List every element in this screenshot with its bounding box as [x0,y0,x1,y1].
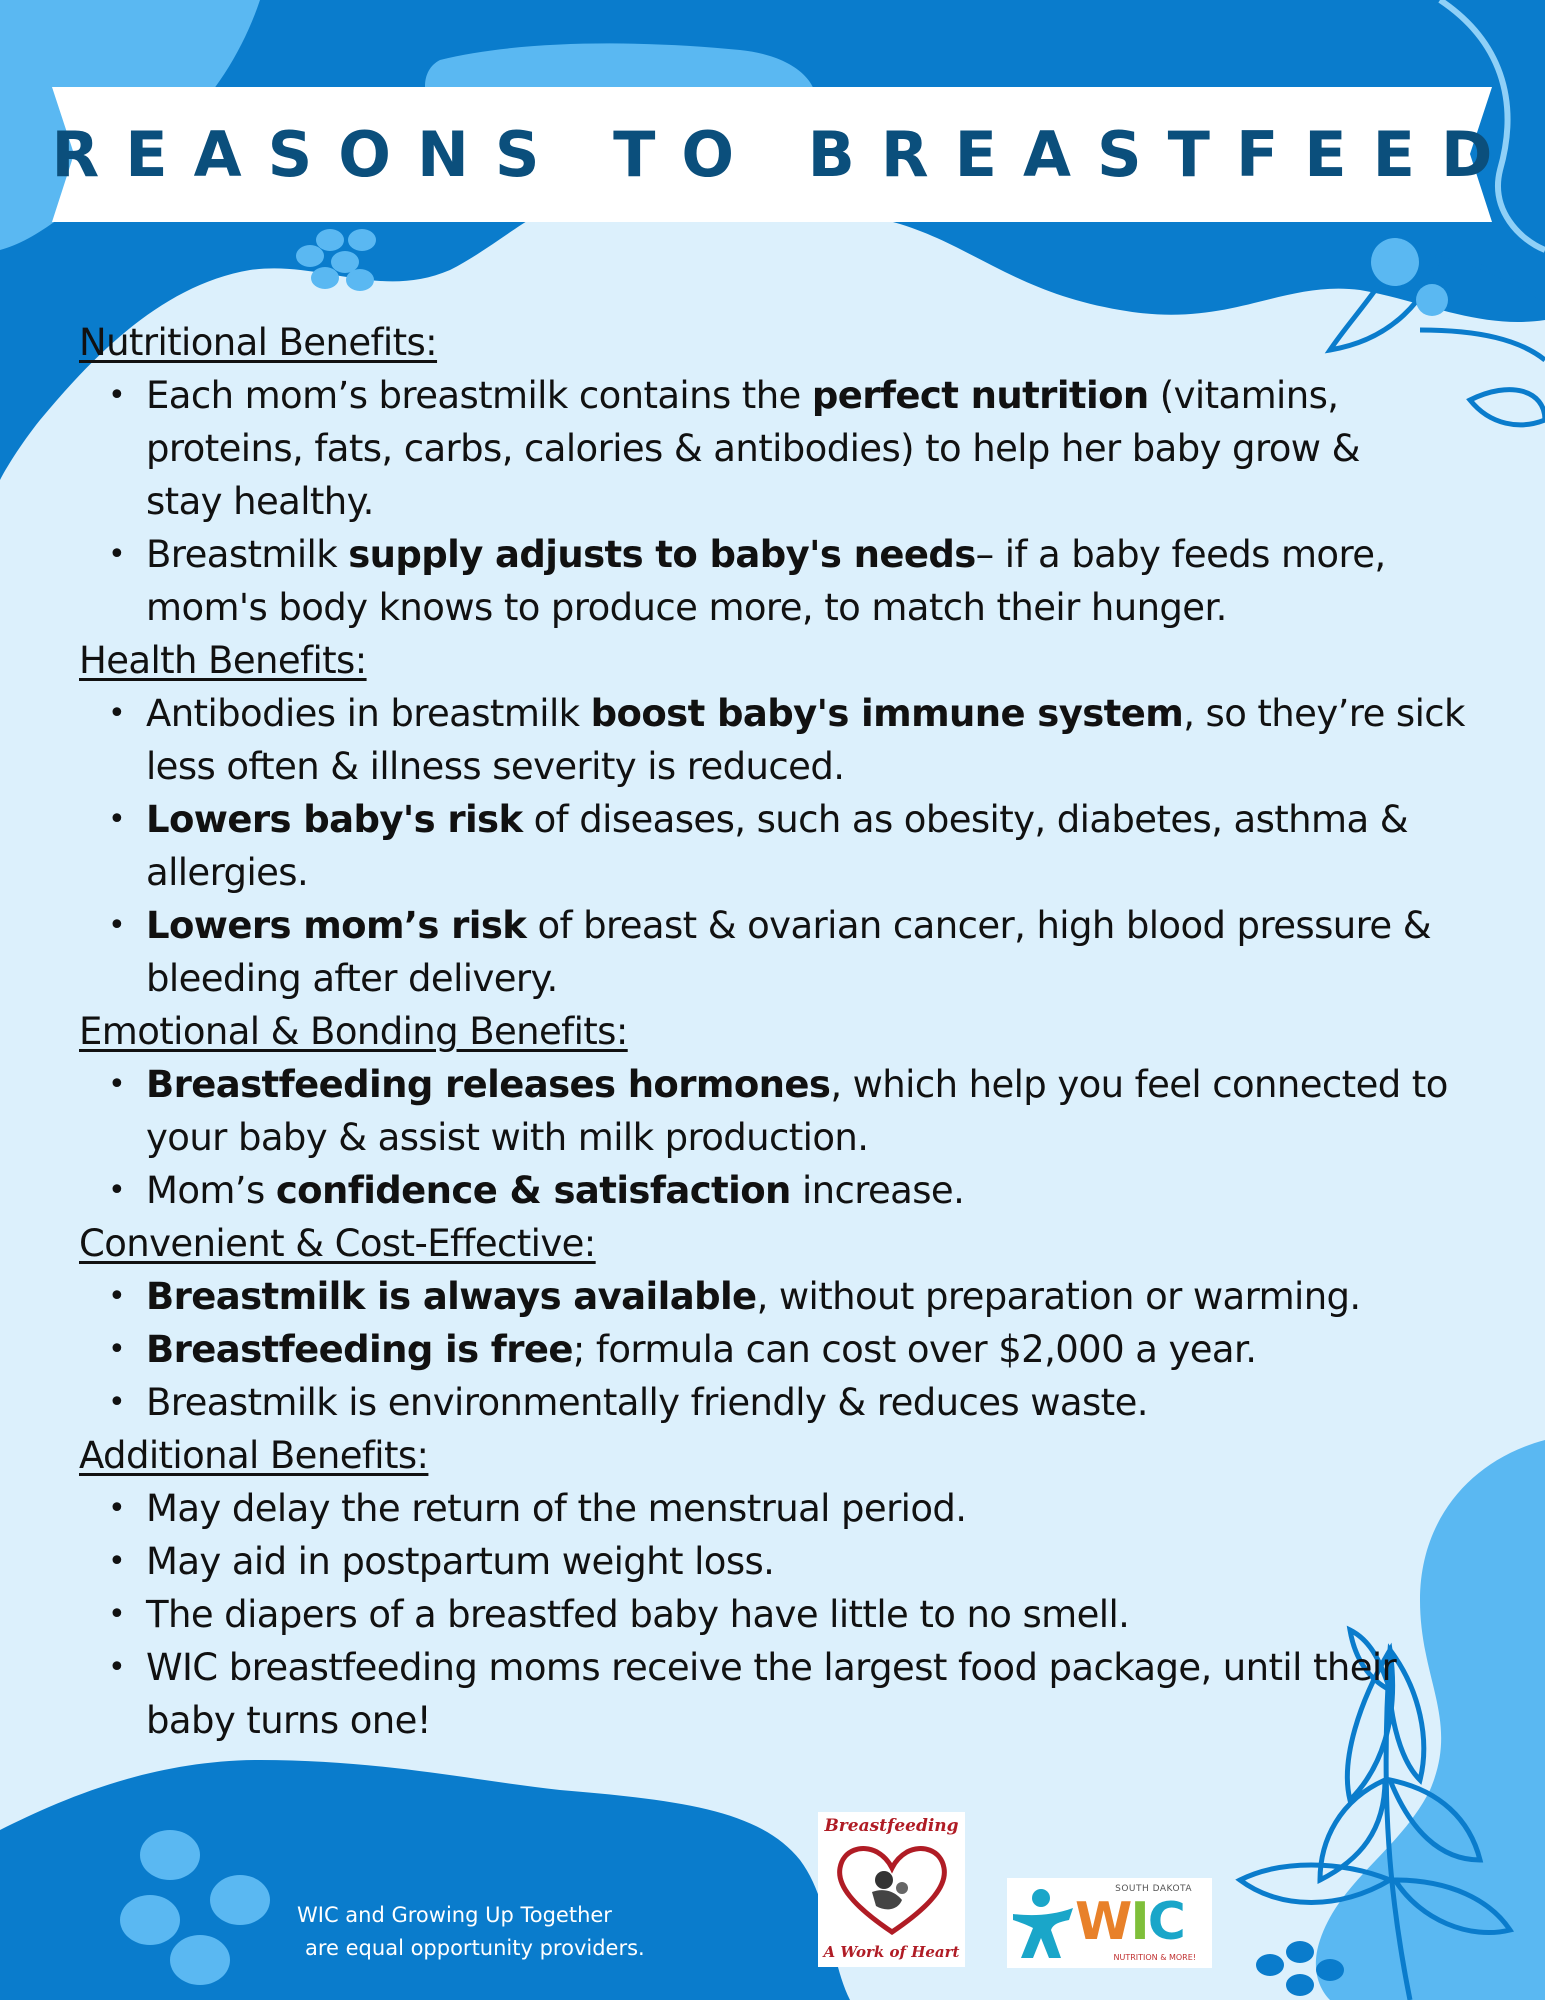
body-text: The diapers of a breastfed baby have little to no smell. [146,1593,1130,1636]
bullet-icon: • [108,1385,126,1420]
list-item-line [146,793,1479,846]
list-item-line [146,422,1479,475]
wic-logo [1007,1878,1212,1968]
body-text: Mom’s [146,1169,276,1212]
bullet-icon: • [108,1173,126,1208]
body-text: stay healthy. [146,480,374,523]
body-text: , which help you feel connected to [830,1063,1448,1106]
list-item [108,1641,1479,1747]
list-item [108,528,1479,634]
body-text: proteins, fats, carbs, calories & antibodies) to help her baby grow & [146,427,1360,470]
list-item-line [146,1058,1479,1111]
person-icon [1011,1886,1075,1960]
list-item-line [146,1323,1479,1376]
bullet-icon: • [108,537,126,572]
body-text: WIC breastfeeding moms receive the largest food package, until their [146,1646,1397,1689]
title-banner [51,87,1519,222]
footer-statement [297,1899,645,1965]
list-item-line [146,475,1479,528]
list-item-line [146,846,1479,899]
emphasis-text: perfect nutrition [811,374,1149,417]
list-item-line [146,1164,1479,1217]
list-item-line [146,899,1479,952]
list-item [108,1323,1479,1376]
list-item [108,899,1479,1005]
bullet-list [79,1270,1479,1429]
list-item [108,1376,1479,1429]
bullet-icon: • [108,1279,126,1314]
body-text: , without preparation or warming. [756,1275,1361,1318]
wic-logo-tagline: NUTRITION & MORE! [1113,1953,1196,1962]
emphasis-text: Breastfeeding releases hormones [146,1063,831,1106]
bullet-icon: • [108,696,126,731]
list-item [108,1588,1479,1641]
body-text: increase. [790,1169,965,1212]
list-item-line [146,740,1479,793]
body-text: (vitamins, [1148,374,1339,417]
bullet-icon: • [108,1544,126,1579]
breastfeeding-logo-top-text: Breastfeeding [824,1816,959,1836]
body-text: allergies. [146,851,309,894]
emphasis-text: supply adjusts to baby's needs [348,533,976,576]
body-text: baby turns one! [146,1699,431,1742]
body-text: Breastmilk is environmentally friendly & reduces waste. [146,1381,1148,1424]
body-text: Antibodies in breastmilk [146,692,591,735]
bullet-icon: • [108,1332,126,1367]
body-text: , so they’re sick [1183,692,1465,735]
bullet-icon: • [108,1597,126,1632]
list-item-line [146,1641,1479,1694]
footer-line-1: WIC and Growing Up Together [297,1903,612,1927]
body-text: bleeding after delivery. [146,957,558,1000]
bullet-list [79,1058,1479,1217]
page-title: REASONS TO BREASTFEED [51,118,1519,191]
list-item [108,793,1479,899]
benefits-list [79,316,1479,1747]
bullet-list [79,1482,1479,1747]
bullet-icon: • [108,1491,126,1526]
list-item [108,1270,1479,1323]
list-item-line [146,581,1479,634]
list-item-line [146,1694,1479,1747]
emphasis-text: confidence & satisfaction [275,1169,791,1212]
section-heading: Nutritional Benefits: [79,321,438,364]
body-text: of diseases, such as obesity, diabetes, asthma & [522,798,1408,841]
bullet-icon: • [108,1067,126,1102]
list-item [108,1164,1479,1217]
emphasis-text: Breastmilk is always available [146,1275,757,1318]
body-text: Each mom’s breastmilk contains the [146,374,812,417]
bullet-icon: • [108,802,126,837]
body-text: ; formula can cost over $2,000 a year. [572,1328,1257,1371]
section-heading: Additional Benefits: [79,1434,429,1477]
bullet-icon: • [108,908,126,943]
body-text: Breastmilk [146,533,349,576]
list-item [108,1482,1479,1535]
list-item-line [146,1482,1479,1535]
body-text: May delay the return of the menstrual period. [146,1487,967,1530]
bullet-icon: • [108,1650,126,1685]
emphasis-text: boost baby's immune system [590,692,1184,735]
list-item-line [146,369,1479,422]
body-text: less often & illness severity is reduced. [146,745,845,788]
body-text: mom's body knows to produce more, to match their hunger. [146,586,1227,629]
list-item [108,369,1479,528]
body-text: your baby & assist with milk production. [146,1116,869,1159]
body-text: – if a baby feeds more, [975,533,1386,576]
section-heading: Emotional & Bonding Benefits: [79,1010,628,1053]
emphasis-text: Lowers mom’s risk [146,904,527,947]
list-item-line [146,1111,1479,1164]
bullet-icon: • [108,378,126,413]
footer-line-2: are equal opportunity providers. [305,1936,645,1960]
list-item [108,1058,1479,1164]
emphasis-text: Lowers baby's risk [146,798,523,841]
list-item-line [146,1535,1479,1588]
breastfeeding-logo-bottom-text: A Work of Heart [823,1943,960,1961]
section-heading: Health Benefits: [79,639,367,682]
list-item-line [146,1376,1479,1429]
wic-logo-word: WIC [1075,1892,1184,1952]
wic-logo-state: SOUTH DAKOTA [1115,1884,1192,1894]
list-item [108,687,1479,793]
list-item-line [146,952,1479,1005]
emphasis-text: Breastfeeding is free [146,1328,573,1371]
list-item-line [146,528,1479,581]
list-item [108,1535,1479,1588]
body-text: May aid in postpartum weight loss. [146,1540,775,1583]
list-item-line [146,1270,1479,1323]
bullet-list [79,369,1479,634]
section-heading: Convenient & Cost-Effective: [79,1222,596,1265]
breastfeeding-logo [818,1812,965,1967]
body-text: of breast & ovarian cancer, high blood pressure & [526,904,1431,947]
heart-icon [832,1840,952,1940]
bullet-list [79,687,1479,1005]
list-item-line [146,687,1479,740]
list-item-line [146,1588,1479,1641]
